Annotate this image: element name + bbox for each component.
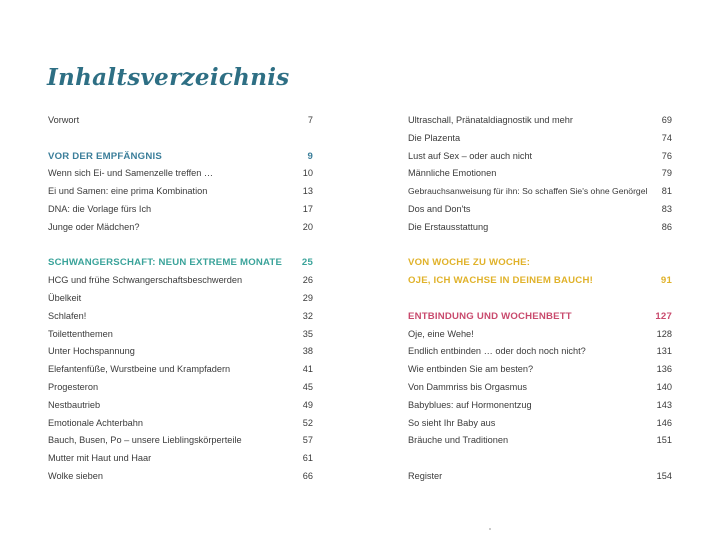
toc-entry-page: 136 — [656, 364, 672, 375]
toc-entry[interactable] — [408, 183, 672, 201]
toc-entry-label: Wolke sieben — [48, 470, 103, 481]
toc-entry-label: Toilettenthemen — [48, 328, 113, 339]
toc-entry-page: 128 — [656, 328, 672, 339]
toc-entry-page: 81 — [661, 186, 672, 197]
toc-entry[interactable] — [408, 415, 672, 433]
toc-left-column — [48, 112, 313, 486]
toc-entry[interactable] — [48, 201, 313, 219]
toc-right-column — [408, 112, 672, 486]
toc-entry-page: 26 — [302, 275, 313, 286]
toc-entry-page: 35 — [302, 328, 313, 339]
toc-entry-label: Wie entbinden Sie am besten? — [408, 364, 534, 375]
toc-entry-page: 76 — [661, 150, 672, 161]
toc-entry-label: Ei und Samen: eine prima Kombination — [48, 186, 208, 197]
toc-entry-label: Von Dammriss bis Orgasmus — [408, 381, 527, 392]
toc-entry-label: Übelkeit — [48, 292, 82, 303]
toc-section-heading[interactable] — [408, 254, 672, 272]
toc-entry-page: 32 — [302, 310, 313, 321]
toc-entry-label: Progesteron — [48, 381, 99, 392]
toc-entry-page: 69 — [661, 115, 672, 125]
toc-entry[interactable] — [48, 219, 313, 237]
toc-entry-page: 49 — [302, 399, 313, 410]
toc-entry-page: 41 — [302, 364, 313, 375]
toc-entry-label: Männliche Emotionen — [408, 168, 497, 179]
toc-entry-page: 38 — [302, 346, 313, 357]
page-title: Inhaltsverzeichnis — [47, 64, 290, 91]
toc-entry-page: 13 — [302, 186, 313, 197]
toc-entry-label: Bräuche und Traditionen — [408, 435, 509, 446]
toc-entry-page: 66 — [302, 470, 313, 481]
toc-section-page: 91 — [660, 275, 672, 287]
toc-entry-page: 20 — [302, 221, 313, 232]
toc-entry-label: HCG und frühe Schwangerschaftsbeschwerden — [48, 275, 243, 286]
toc-entry[interactable] — [408, 343, 672, 361]
toc-entry-label: Vorwort — [48, 115, 80, 125]
toc-entry-label: So sieht Ihr Baby aus — [408, 417, 496, 428]
toc-section-heading[interactable] — [408, 308, 672, 326]
toc-entry[interactable] — [408, 201, 672, 219]
toc-entry[interactable] — [408, 112, 672, 130]
toc-entry[interactable] — [48, 290, 313, 308]
toc-entry[interactable] — [48, 165, 313, 183]
toc-entry-page: 45 — [302, 381, 313, 392]
toc-entry[interactable] — [408, 432, 672, 450]
toc-entry-page: 61 — [302, 453, 313, 464]
toc-entry[interactable] — [408, 219, 672, 237]
toc-entry[interactable] — [48, 326, 313, 344]
toc-entry-page: 154 — [656, 470, 672, 481]
toc-entry-label: Oje, eine Wehe! — [408, 328, 474, 339]
toc-entry[interactable] — [48, 272, 313, 290]
toc-entry-label: Bauch, Busen, Po – unsere Lieblingskörperteile — [48, 435, 242, 446]
toc-entry[interactable] — [48, 450, 313, 468]
toc-entry-page: 140 — [656, 381, 672, 392]
toc-entry-label: Gebrauchsanweisung für ihn: So schaffen Sie's ohne Genörgel — [408, 186, 648, 197]
toc-entry-page: 83 — [661, 203, 672, 214]
toc-entry-label: Unter Hochspannung — [48, 346, 135, 357]
toc-entry-label: Junge oder Mädchen? — [48, 221, 140, 232]
toc-entry-page: 7 — [307, 115, 313, 125]
toc-section-label: VON WOCHE ZU WOCHE: — [408, 257, 531, 269]
toc-entry[interactable] — [408, 468, 672, 486]
toc-section-page: 9 — [307, 150, 313, 162]
toc-entry-page: 131 — [656, 346, 672, 357]
toc-entry-page: 74 — [661, 132, 672, 143]
page-marker-dot — [489, 528, 491, 530]
toc-section-heading[interactable] — [48, 254, 313, 272]
toc-entry[interactable] — [48, 361, 313, 379]
toc-entry-label: Schlafen! — [48, 310, 87, 321]
toc-entry[interactable] — [48, 432, 313, 450]
toc-entry-page: 10 — [302, 168, 313, 179]
toc-section-label: VOR DER EMPFÄNGNIS — [48, 150, 162, 162]
toc-entry-label: Lust auf Sex – oder auch nicht — [408, 150, 533, 161]
toc-entry-page: 151 — [656, 435, 672, 446]
toc-entry[interactable] — [48, 379, 313, 397]
toc-section-page: 25 — [301, 257, 313, 269]
toc-entry[interactable] — [408, 326, 672, 344]
toc-entry-page: 57 — [302, 435, 313, 446]
toc-entry[interactable] — [408, 130, 672, 148]
toc-entry-label: Babyblues: auf Hormonentzug — [408, 399, 532, 410]
toc-entry-label: Elefantenfüße, Wurstbeine und Krampfadern — [48, 364, 231, 375]
toc-entry-label: Dos and Don'ts — [408, 203, 471, 214]
toc-entry-label: Nestbautrieb — [48, 399, 101, 410]
toc-entry[interactable] — [48, 397, 313, 415]
toc-entry-page: 86 — [661, 221, 672, 232]
toc-entry-page: 52 — [302, 417, 313, 428]
toc-entry-page: 146 — [656, 417, 672, 428]
toc-entry[interactable] — [48, 183, 313, 201]
toc-section-heading[interactable] — [408, 272, 672, 290]
toc-entry-label: Ultraschall, Pränataldiagnostik und mehr — [408, 115, 573, 125]
toc-section-label: ENTBINDUNG UND WOCHENBETT — [408, 310, 572, 322]
toc-entry[interactable] — [408, 148, 672, 166]
toc-entry[interactable] — [48, 468, 313, 486]
toc-entry-page: 79 — [661, 168, 672, 179]
toc-section-label: SCHWANGERSCHAFT: NEUN EXTREME MONATE — [48, 257, 283, 269]
toc-entry[interactable] — [408, 165, 672, 183]
toc-entry[interactable] — [48, 415, 313, 433]
toc-section-page: 127 — [655, 310, 672, 322]
toc-entry-label: Wenn sich Ei- und Samenzelle treffen … — [48, 168, 214, 179]
toc-entry[interactable] — [48, 343, 313, 361]
toc-entry[interactable] — [48, 308, 313, 326]
toc-entry[interactable] — [48, 112, 313, 130]
toc-section-label: OJE, ICH WACHSE IN DEINEM BAUCH! — [408, 275, 593, 287]
toc-entry-label: Die Erstausstattung — [408, 221, 489, 232]
toc-entry[interactable] — [408, 361, 672, 379]
toc-entry-label: Emotionale Achterbahn — [48, 417, 144, 428]
toc-entry-label: Register — [408, 470, 443, 481]
toc-entry-label: Endlich entbinden … oder doch noch nicht? — [408, 346, 586, 357]
toc-entry-label: DNA: die Vorlage fürs Ich — [48, 203, 152, 214]
toc-entry[interactable] — [408, 397, 672, 415]
toc-entry-label: Mutter mit Haut und Haar — [48, 453, 152, 464]
toc-entry-label: Die Plazenta — [408, 132, 461, 143]
toc-entry-page: 143 — [656, 399, 672, 410]
toc-entry-page: 17 — [302, 203, 313, 214]
toc-entry[interactable] — [408, 379, 672, 397]
toc-section-heading[interactable] — [48, 148, 313, 166]
toc-entry-page: 29 — [302, 292, 313, 303]
